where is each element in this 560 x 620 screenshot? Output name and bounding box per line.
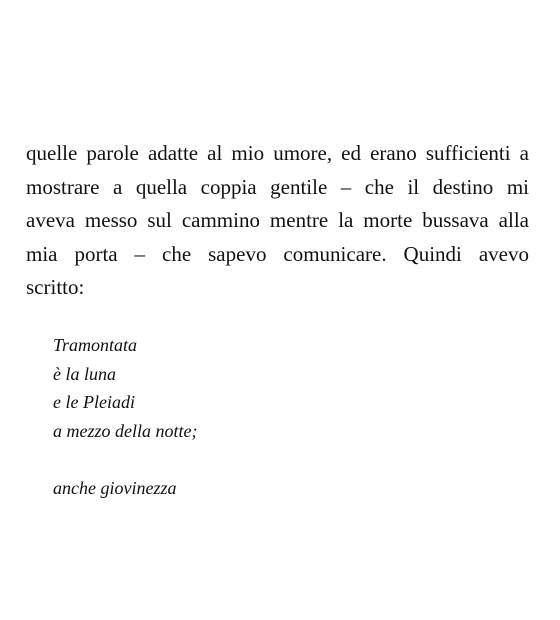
prose-paragraph [26, 137, 529, 305]
stanza-break [53, 445, 197, 474]
poem-verse: Tramontata [53, 335, 138, 355]
poem-verse: è la luna [53, 363, 116, 384]
poem-verse: a mezzo della notte; [53, 420, 198, 441]
prose-line: aveva messo sul cammino mentre la morte bussava alla [26, 208, 529, 232]
poem-verse: e le Pleiadi [53, 392, 135, 412]
prose-line: mia porta – che sapevo comunicare. Quindi avevo [26, 241, 529, 266]
prose-line: mostrare a quella coppia gentile – che il destino mi [26, 174, 529, 199]
poem-quote [53, 331, 197, 502]
prose-line: quelle parole adatte al mio umore, ed erano sufficienti a [26, 141, 529, 165]
prose-line: scritto: [26, 275, 85, 299]
poem-verse: anche giovinezza [53, 477, 177, 498]
